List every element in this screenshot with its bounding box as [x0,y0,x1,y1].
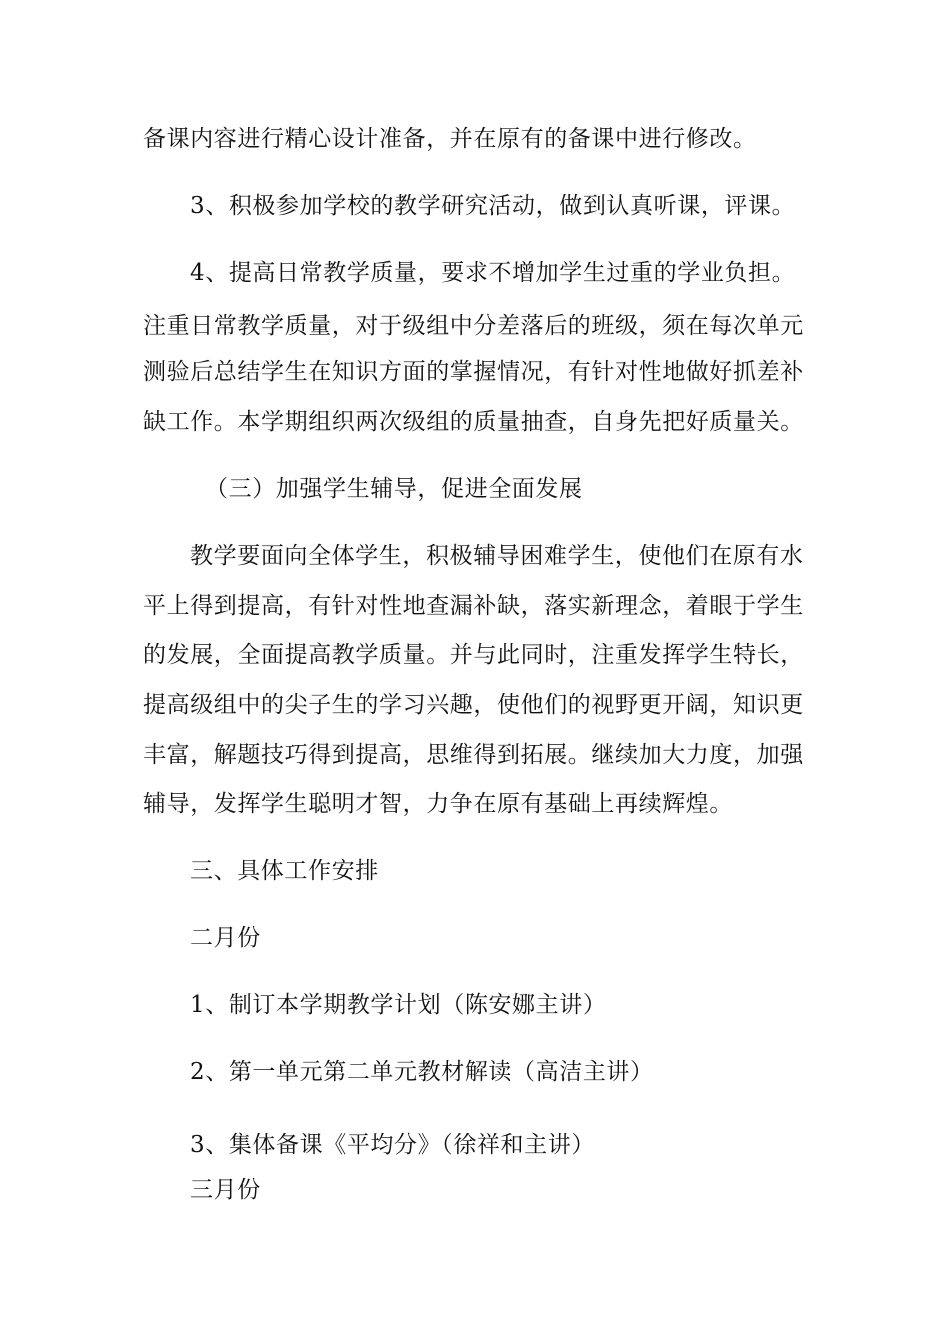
paragraph-line: 备课内容进行精心设计准备，并在原有的备课中进行修改。 [143,126,757,152]
paragraph-line: 测验后总结学生在知识方面的掌握情况，有针对性地做好抓差补 [143,359,804,385]
list-item: 3、集体备课《平均分》（徐祥和主讲） [190,1132,595,1158]
list-item: 4、提高日常教学质量，要求不增加学生过重的学业负担。 [190,260,796,286]
section-heading: 三、具体工作安排 [190,858,379,884]
paragraph-line: 平上得到提高，有针对性地查漏补缺，落实新理念，着眼于学生 [143,593,804,619]
paragraph-line: 辅导，发挥学生聪明才智，力争在原有基础上再续辉煌。 [143,791,733,817]
paragraph-line: 教学要面向全体学生，积极辅导困难学生，使他们在原有水 [190,543,804,569]
list-item: 3、积极参加学校的教学研究活动，做到认真听课，评课。 [190,193,796,219]
month-heading: 三月份 [190,1177,261,1203]
paragraph-line: 提高级组中的尖子生的学习兴趣，使他们的视野更开阔，知识更 [143,692,804,718]
paragraph-line: 的发展，全面提高教学质量。并与此同时，注重发挥学生特长， [143,642,804,668]
section-heading: （三）加强学生辅导，促进全面发展 [205,476,583,502]
paragraph-line: 丰富，解题技巧得到提高，思维得到拓展。继续加大力度，加强 [143,742,804,768]
paragraph-line: 缺工作。本学期组织两次级组的质量抽查，自身先把好质量关。 [143,409,804,435]
month-heading: 二月份 [190,925,261,951]
paragraph-line: 注重日常教学质量，对于级组中分差落后的班级，须在每次单元 [143,313,804,339]
list-item: 2、第一单元第二单元教材解读（高洁主讲） [190,1059,654,1085]
list-item: 1、制订本学期教学计划（陈安娜主讲） [190,992,607,1018]
